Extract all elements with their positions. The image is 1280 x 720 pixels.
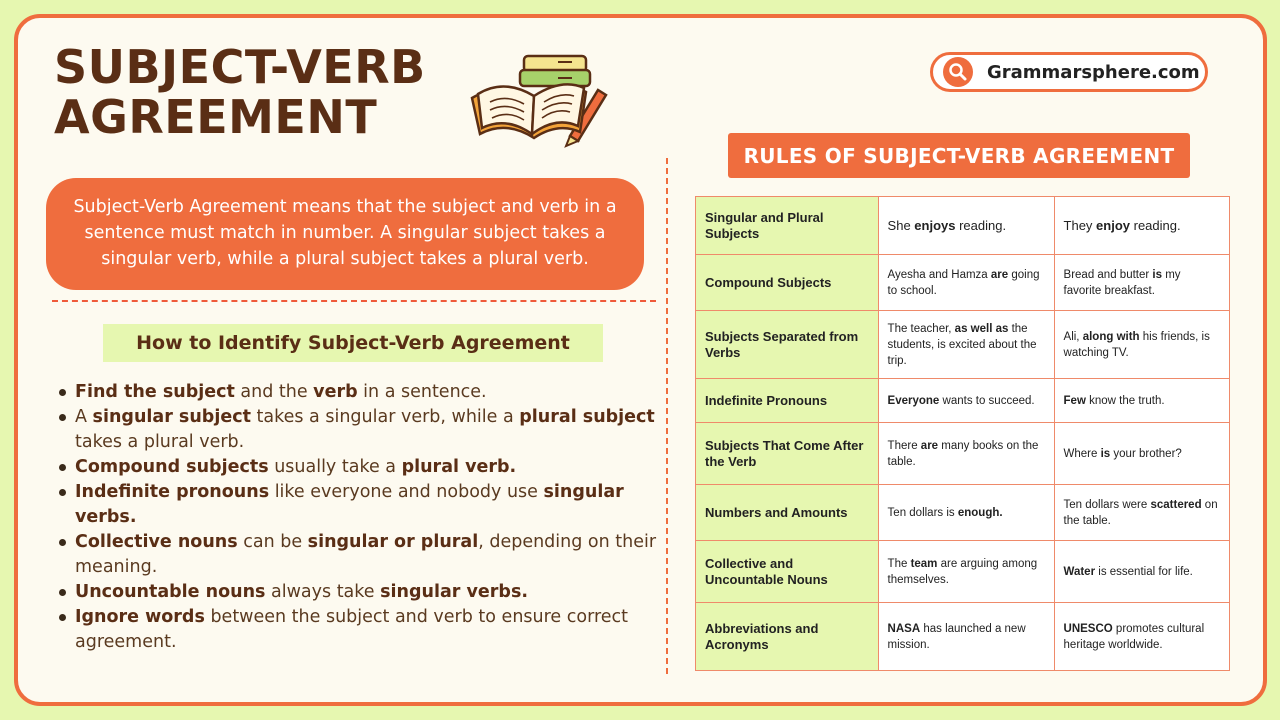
text-run: your brother? xyxy=(1110,447,1182,460)
bold-text: are xyxy=(920,439,939,452)
title-line-2: AGREEMENT xyxy=(54,90,378,144)
bold-text: plural verb. xyxy=(401,457,517,477)
bold-text: enough. xyxy=(957,506,1003,519)
howto-item xyxy=(58,530,658,580)
rule-category: Numbers and Amounts xyxy=(696,485,879,541)
rule-category: Subjects That Come After the Verb xyxy=(696,423,879,485)
rules-heading: RULES OF SUBJECT-VERB AGREEMENT xyxy=(728,133,1190,178)
rule-category: Subjects Separated from Verbs xyxy=(696,311,879,379)
text-run: know the truth. xyxy=(1085,394,1165,407)
page-title xyxy=(54,42,426,142)
bold-text: Few xyxy=(1063,394,1086,407)
text-run: like everyone and nobody use xyxy=(269,482,544,502)
text-run: in a sentence. xyxy=(357,382,487,402)
text-run: Ten dollars is xyxy=(887,506,958,519)
singular-example xyxy=(878,255,1054,311)
bold-text: is xyxy=(1152,268,1162,281)
bold-text: as well as xyxy=(954,322,1009,335)
rules-row xyxy=(696,423,1230,485)
rules-row xyxy=(696,255,1230,311)
bold-text: enjoy xyxy=(1096,217,1131,233)
rules-row xyxy=(696,197,1230,255)
rules-row xyxy=(696,603,1230,671)
text-run: takes a plural verb. xyxy=(75,432,245,452)
text-run: takes a singular verb, while a xyxy=(250,407,520,427)
howto-heading: How to Identify Subject-Verb Agreement xyxy=(103,324,603,362)
howto-item xyxy=(58,455,658,480)
text-run: on the table. xyxy=(1063,498,1218,527)
bold-text: are xyxy=(990,268,1009,281)
site-name: Grammarsphere.com xyxy=(987,61,1200,83)
text-run: The xyxy=(887,557,911,570)
text-run: She xyxy=(887,217,915,233)
text-run: reading. xyxy=(1130,217,1181,233)
bold-text: verb xyxy=(313,382,358,402)
bold-text: plural subject xyxy=(519,407,655,427)
bold-text: Indefinite pronouns xyxy=(75,482,270,502)
title-line-1: SUBJECT-VERB xyxy=(54,40,426,94)
text-run: always take xyxy=(265,582,381,602)
plural-example xyxy=(1054,485,1229,541)
text-run: is essential for life. xyxy=(1095,565,1193,578)
search-icon xyxy=(943,57,973,87)
plural-example xyxy=(1054,197,1229,255)
plural-example xyxy=(1054,603,1229,671)
text-run: reading. xyxy=(955,217,1007,233)
rules-row xyxy=(696,379,1230,423)
bold-text: singular verbs. xyxy=(75,482,624,527)
text-run: many books on the table. xyxy=(887,439,1039,468)
text-run: and the xyxy=(234,382,314,402)
text-run: wants to succeed. xyxy=(939,394,1035,407)
text-run: can be xyxy=(237,532,308,552)
rules-row xyxy=(696,485,1230,541)
text-run: Bread and butter xyxy=(1063,268,1153,281)
howto-item xyxy=(58,580,658,605)
singular-example xyxy=(878,311,1054,379)
bold-text: Collective nouns xyxy=(75,532,238,552)
singular-example xyxy=(878,485,1054,541)
text-run: usually take a xyxy=(268,457,402,477)
bold-text: along with xyxy=(1082,330,1140,343)
plural-example xyxy=(1054,311,1229,379)
singular-example xyxy=(878,423,1054,485)
text-run: has launched a new mission. xyxy=(887,622,1026,651)
rule-category: Indefinite Pronouns xyxy=(696,379,879,423)
text-run: my favorite breakfast. xyxy=(1063,268,1181,297)
plural-example xyxy=(1054,379,1229,423)
howto-list xyxy=(58,380,658,655)
howto-item xyxy=(58,605,658,655)
text-run: Ali, xyxy=(1063,330,1083,343)
text-run: A xyxy=(75,407,93,427)
singular-example xyxy=(878,603,1054,671)
definition-box xyxy=(46,178,644,290)
text-run: Where xyxy=(1063,447,1101,460)
text-run: Ten dollars were xyxy=(1063,498,1151,511)
bold-text: Water xyxy=(1063,565,1096,578)
bold-text: Uncountable nouns xyxy=(75,582,266,602)
bold-text: Everyone xyxy=(887,394,940,407)
divider-horizontal xyxy=(52,300,656,302)
plural-example xyxy=(1054,423,1229,485)
bold-text: scattered xyxy=(1150,498,1202,511)
singular-example xyxy=(878,541,1054,603)
singular-example xyxy=(878,197,1054,255)
bold-text: singular or plural xyxy=(307,532,479,552)
site-badge[interactable] xyxy=(930,52,1208,92)
bold-text: enjoys xyxy=(914,217,956,233)
bold-text: team xyxy=(910,557,938,570)
plural-example xyxy=(1054,541,1229,603)
rule-category: Abbreviations and Acronyms xyxy=(696,603,879,671)
singular-example xyxy=(878,379,1054,423)
text-run: promotes cultural heritage worldwide. xyxy=(1063,622,1205,651)
text-run: The teacher, xyxy=(887,322,955,335)
rules-table xyxy=(695,196,1230,671)
text-run: are arguing among themselves. xyxy=(887,557,1038,586)
bold-text: is xyxy=(1100,447,1111,460)
howto-item xyxy=(58,480,658,530)
plural-example xyxy=(1054,255,1229,311)
bold-text: Find the subject xyxy=(75,382,235,402)
text-run: They xyxy=(1063,217,1097,233)
text-run: his friends, is watching TV. xyxy=(1063,330,1210,359)
text-run: , depending on their meaning. xyxy=(75,532,657,577)
rule-category: Compound Subjects xyxy=(696,255,879,311)
open-book-icon xyxy=(462,50,612,150)
howto-item xyxy=(58,405,658,455)
bold-text: Compound subjects xyxy=(75,457,269,477)
divider-vertical xyxy=(666,158,668,674)
bold-text: Ignore words xyxy=(75,607,205,627)
text-run: Ayesha and Hamza xyxy=(887,268,991,281)
text-run: the students, is excited about the trip. xyxy=(887,322,1037,367)
text-run: going to school. xyxy=(887,268,1040,297)
bold-text: NASA xyxy=(887,622,921,635)
rule-category: Singular and Plural Subjects xyxy=(696,197,879,255)
howto-item xyxy=(58,380,658,405)
rules-row xyxy=(696,541,1230,603)
bold-text: singular subject xyxy=(92,407,251,427)
bold-text: UNESCO xyxy=(1063,622,1113,635)
text-run: between the subject and verb to ensure correct agreement. xyxy=(75,607,629,652)
rule-category: Collective and Uncountable Nouns xyxy=(696,541,879,603)
text-run: There xyxy=(887,439,921,452)
bold-text: singular verbs. xyxy=(380,582,529,602)
definition-text: Subject-Verb Agreement means that the subject and verb in a sentence must match in number. A singular subject takes a singular verb, while a plural subject takes a plural verb. xyxy=(73,197,617,269)
rules-row xyxy=(696,311,1230,379)
